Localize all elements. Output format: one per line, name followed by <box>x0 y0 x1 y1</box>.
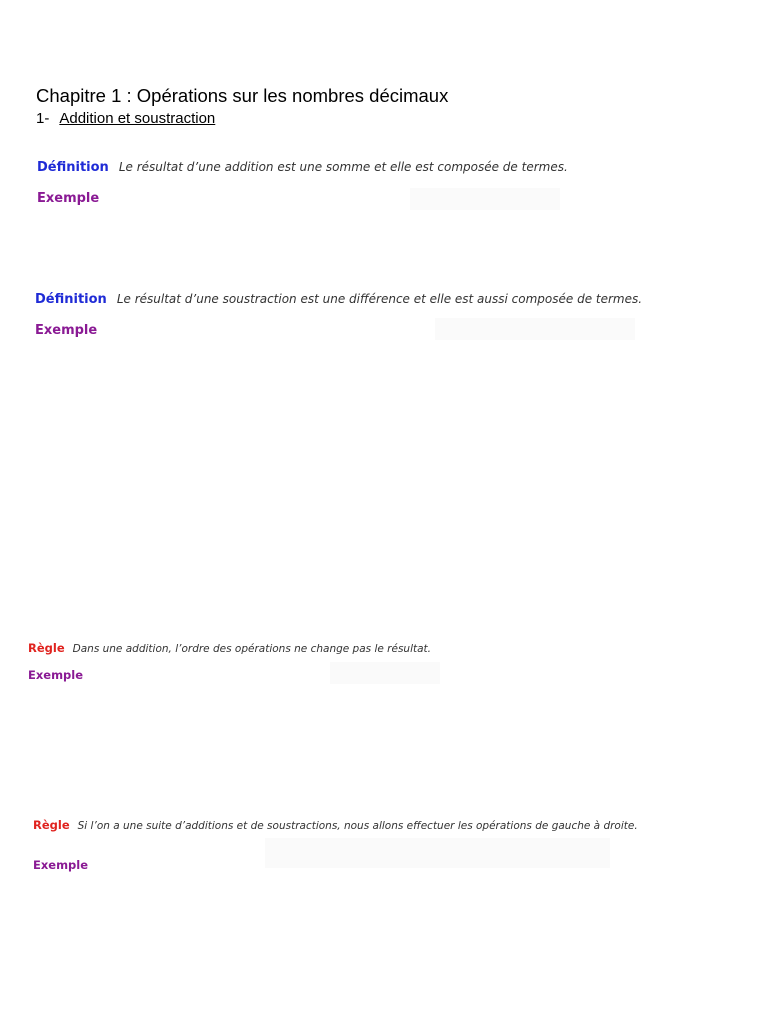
definition-text: Le résultat d’une addition est une somme et elle est composée de termes. <box>118 160 568 174</box>
section-number: 1- <box>36 110 50 127</box>
example-label: Exemple <box>37 191 100 206</box>
section-heading <box>36 110 215 127</box>
rule-text: Si l’on a une suite d’additions et de soustractions, nous allons effectuer les opérations de gauche à droite. <box>77 820 638 832</box>
definition-keyword: Définition <box>37 160 109 175</box>
definition-text: Le résultat d’une soustraction est une différence et elle est aussi composée de termes. <box>116 292 643 306</box>
example-label: Exemple <box>28 668 84 682</box>
section-label: Addition et soustraction <box>59 110 216 127</box>
definition-block <box>35 290 642 308</box>
definition-block <box>37 158 568 176</box>
example-label: Exemple <box>35 323 98 338</box>
chapter-title: Chapitre 1 : Opérations sur les nombres décimaux <box>36 85 449 106</box>
rule-text: Dans une addition, l’ordre des opérations ne change pas le résultat. <box>72 643 432 655</box>
definition-keyword: Définition <box>35 292 107 307</box>
rule-block <box>33 816 638 834</box>
faint-area <box>435 318 635 340</box>
example-label: Exemple <box>33 858 89 872</box>
rule-block <box>28 639 431 657</box>
rule-keyword: Règle <box>33 818 70 832</box>
faint-area <box>330 662 440 684</box>
faint-area <box>265 838 610 868</box>
rule-keyword: Règle <box>28 641 65 655</box>
faint-area <box>410 188 560 210</box>
